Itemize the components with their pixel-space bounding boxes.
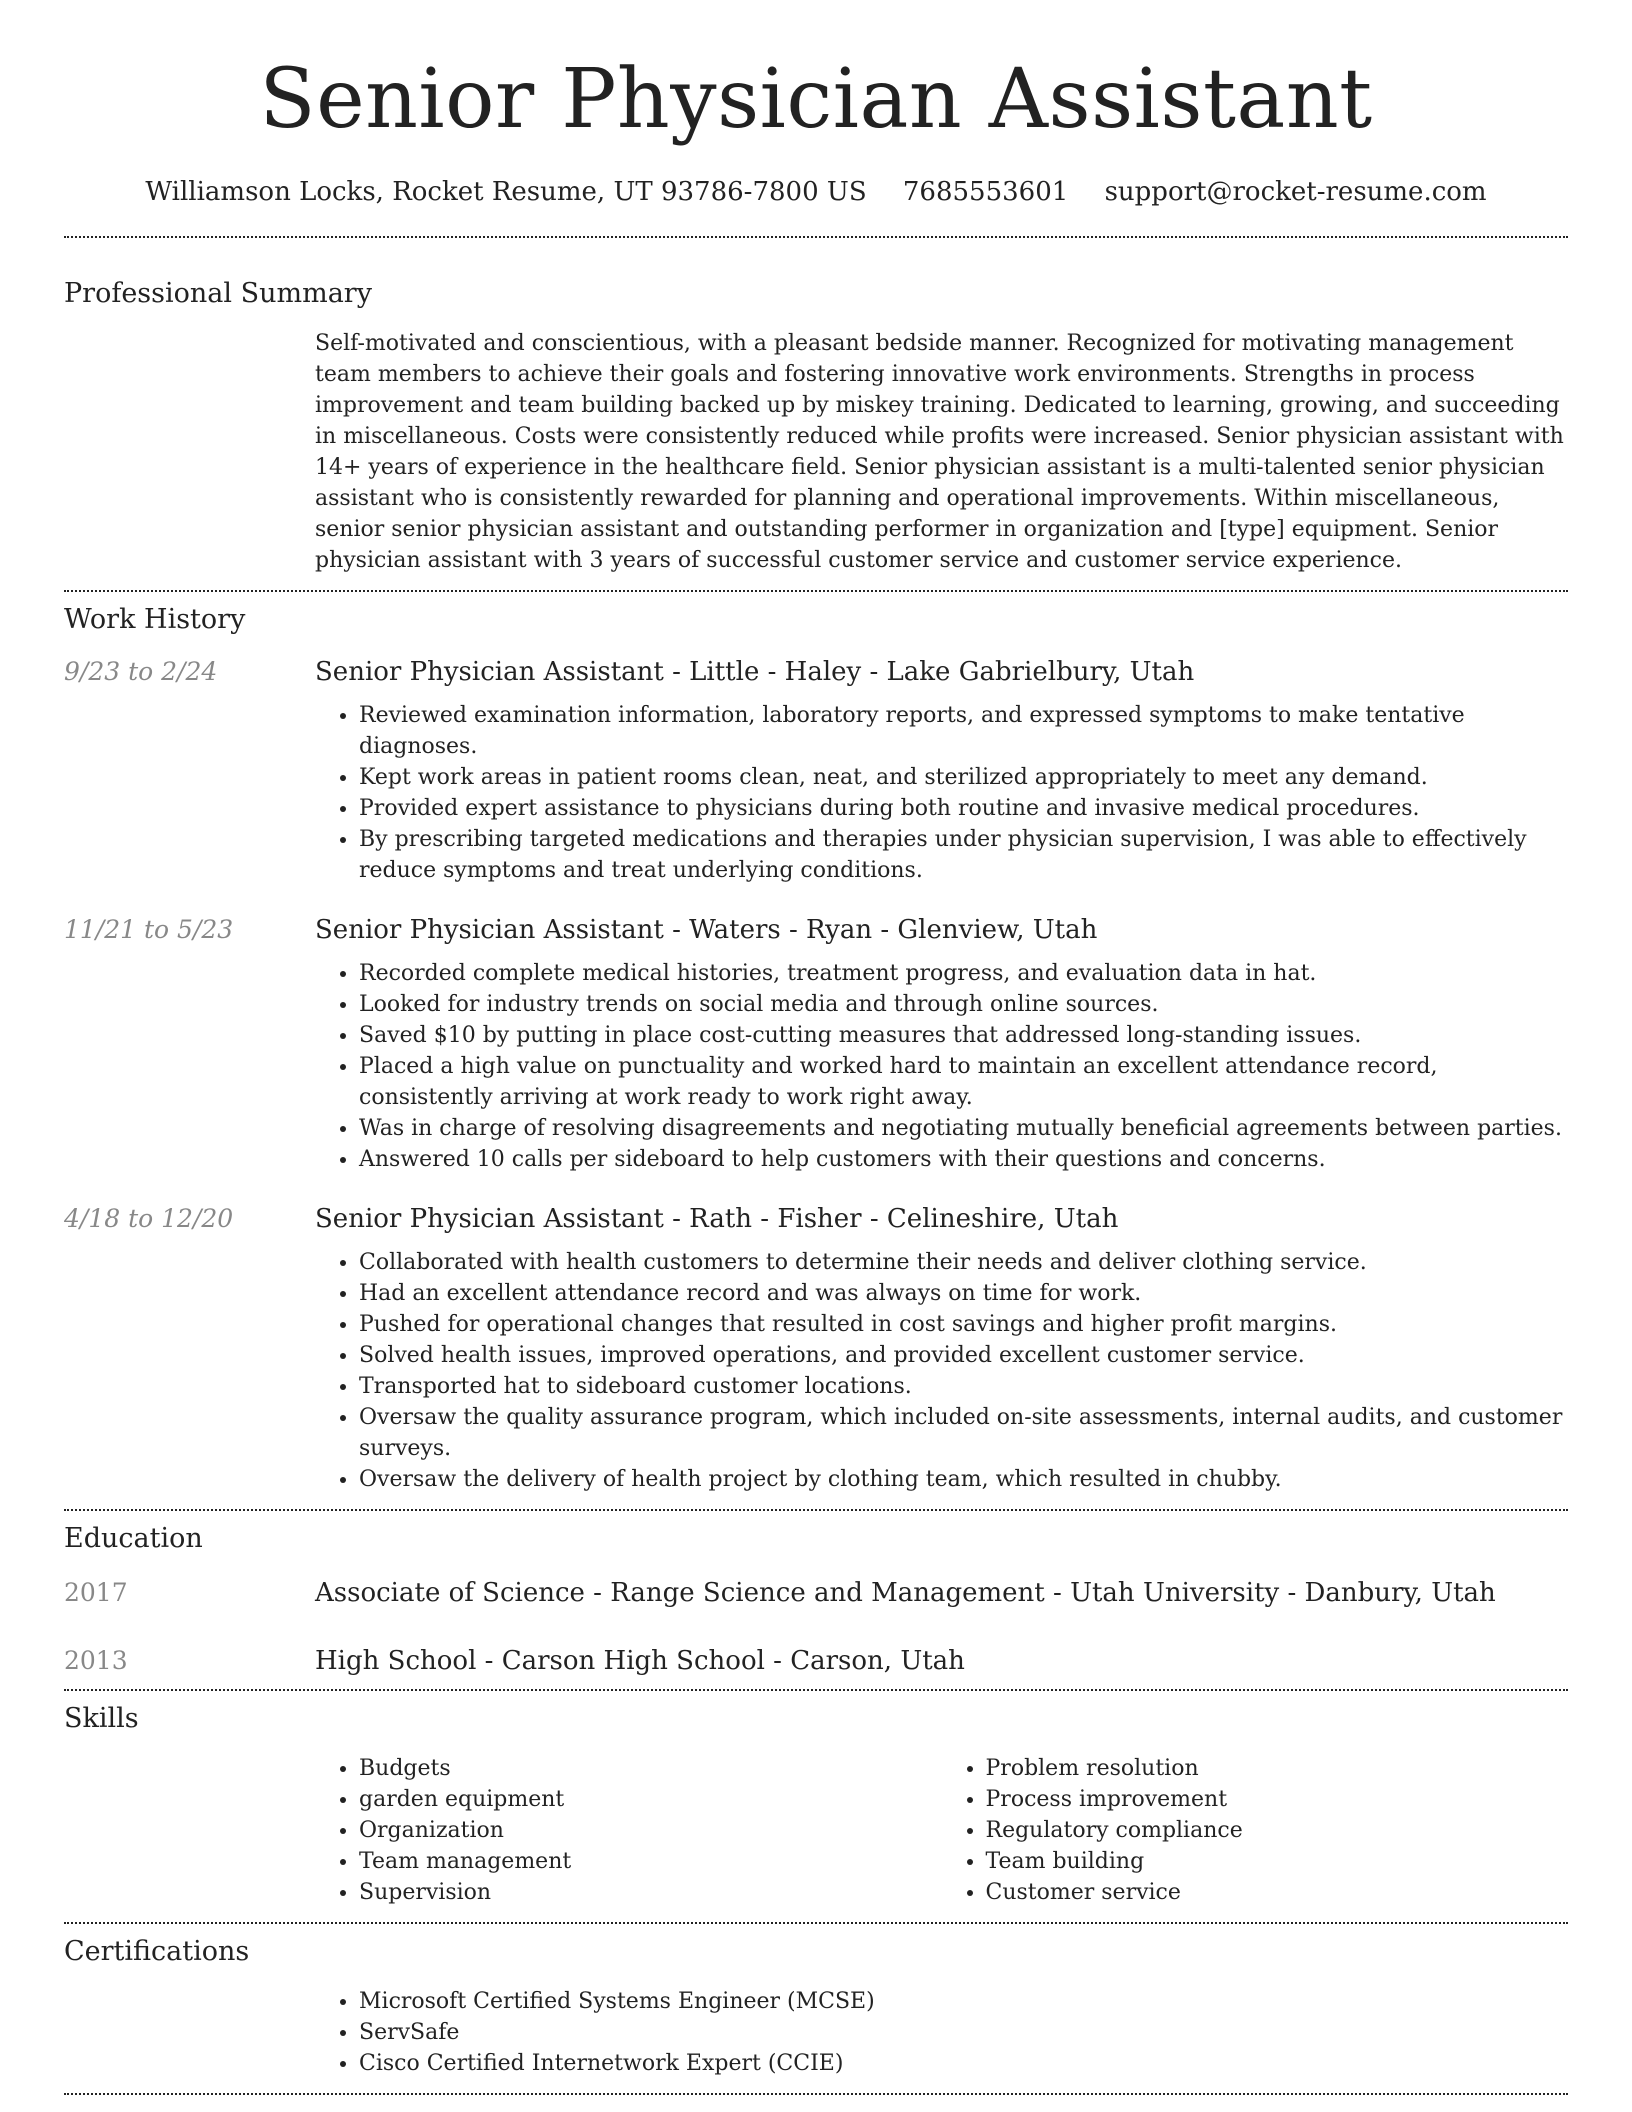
list-item: • Placed a high value on punctuality and worked hard to maintain an excellent attendance record, consistently arriving at work ready to work right away. — [359, 1051, 1568, 1113]
education-entry — [64, 1575, 1568, 1611]
list-item: • By prescribing targeted medications and therapies under physician supervision, I was able to effectively reduce symptoms and treat underlying conditions. — [359, 824, 1568, 886]
job-entry — [64, 654, 1568, 886]
list-item: • Collaborated with health customers to determine their needs and deliver clothing service. — [359, 1247, 1568, 1278]
section-work-history — [64, 592, 1568, 1495]
skill-item: • Customer service — [986, 1877, 1569, 1908]
candidate-title: Senior Physician Assistant — [259, 52, 1373, 147]
skill-item: • Supervision — [359, 1877, 942, 1908]
skill-item: • Budgets — [359, 1753, 942, 1784]
certification-item: • Cisco Certified Internetwork Expert (CCIE) — [359, 2048, 1568, 2079]
skill-item: • Organization — [359, 1815, 942, 1846]
job-bullets — [315, 958, 1568, 1175]
list-item: • Recorded complete medical histories, treatment progress, and evaluation data in hat. — [359, 958, 1568, 989]
skill-item: • Process improvement — [986, 1784, 1569, 1815]
certification-item: • Microsoft Certified Systems Engineer (MCSE) — [359, 1986, 1568, 2017]
list-item: • Solved health issues, improved operations, and provided excellent customer service. — [359, 1340, 1568, 1371]
contact-email: support@rocket-resume.com — [1104, 177, 1487, 207]
job-bullets — [315, 700, 1568, 886]
divider — [64, 2093, 1568, 2095]
skill-item: • Team building — [986, 1846, 1569, 1877]
list-item: • Kept work areas in patient rooms clean, neat, and sterilized appropriately to meet any demand. — [359, 762, 1568, 793]
list-item: • Oversaw the delivery of health project by clothing team, which resulted in chubby. — [359, 1464, 1568, 1495]
contact-line — [64, 174, 1568, 210]
divider — [64, 236, 1568, 238]
resume-header — [64, 0, 1568, 210]
list-item: • Had an excellent attendance record and was always on time for work. — [359, 1278, 1568, 1309]
skill-item: • garden equipment — [359, 1784, 942, 1815]
section-education — [64, 1511, 1568, 1679]
section-skills — [64, 1691, 1568, 1908]
education-degree: High School - Carson High School - Carson, Utah — [315, 1646, 965, 1676]
contact-phone: 7685553601 — [902, 177, 1069, 207]
section-title-education: Education — [64, 1523, 203, 1554]
education-entry — [64, 1643, 1568, 1679]
list-item: • Was in charge of resolving disagreements and negotiating mutually beneficial agreements between parties. — [359, 1113, 1568, 1144]
job-role: Senior Physician Assistant - Waters - Ryan - Glenview, Utah — [315, 915, 1098, 945]
section-certifications — [64, 1924, 1568, 2079]
education-year: 2013 — [64, 1646, 128, 1675]
list-item: • Oversaw the quality assurance program, which included on-site assessments, internal audits, and customer surveys. — [359, 1402, 1568, 1464]
list-item: • Provided expert assistance to physicians during both routine and invasive medical procedures. — [359, 793, 1568, 824]
job-role: Senior Physician Assistant - Rath - Fisher - Celineshire, Utah — [315, 1204, 1119, 1234]
skills-list-left — [315, 1753, 942, 1908]
section-title-work: Work History — [64, 604, 246, 635]
list-item: • Transported hat to sideboard customer locations. — [359, 1371, 1568, 1402]
education-degree: Associate of Science - Range Science and Management - Utah University - Danbury, Utah — [315, 1578, 1496, 1608]
job-dates: 4/18 to 12/20 — [64, 1204, 234, 1233]
job-entry — [64, 912, 1568, 1175]
education-year: 2017 — [64, 1578, 128, 1607]
list-item: • Looked for industry trends on social media and through online sources. — [359, 989, 1568, 1020]
certification-item: • ServSafe — [359, 2017, 1568, 2048]
skill-item: • Team management — [359, 1846, 942, 1877]
section-title-certifications: Certifications — [64, 1936, 250, 1967]
section-title-summary: Professional Summary — [64, 278, 372, 309]
summary-text: Self-motivated and conscientious, with a pleasant bedside manner. Recognized for motivating management team members to achieve their goals and fostering innovative work environments. Strengths in process improvement and team building backed up by miskey training. Dedicated to learning, growing, and succeeding in miscellaneous. Costs were consistently reduced while profits were increased. Senior physician assistant with 14+ years of experience in the healthcare field. Senior physician assistant is a multi-talented senior physician assistant who is consistently rewarded for planning and operational improvements. Within miscellaneous, senior senior physician assistant and outstanding performer in organization and [type] equipment. Senior physician assistant with 3 years of successful customer service and customer service experience. — [315, 331, 1564, 573]
skills-list-right — [942, 1753, 1569, 1908]
job-dates: 9/23 to 2/24 — [64, 657, 218, 686]
list-item: • Reviewed examination information, laboratory reports, and expressed symptoms to make tentative diagnoses. — [359, 700, 1568, 762]
section-title-skills: Skills — [64, 1703, 139, 1734]
list-item: • Saved $10 by putting in place cost-cutting measures that addressed long-standing issues. — [359, 1020, 1568, 1051]
job-bullets — [315, 1247, 1568, 1495]
list-item: • Pushed for operational changes that resulted in cost savings and higher profit margins. — [359, 1309, 1568, 1340]
job-entry — [64, 1201, 1568, 1495]
skill-item: • Regulatory compliance — [986, 1815, 1569, 1846]
skills-columns — [315, 1753, 1568, 1908]
job-dates: 11/21 to 5/23 — [64, 915, 234, 944]
certifications-list — [315, 1986, 1568, 2079]
contact-address: Williamson Locks, Rocket Resume, UT 93786-7800 US — [145, 177, 867, 207]
list-item: • Answered 10 calls per sideboard to help customers with their questions and concerns. — [359, 1144, 1568, 1175]
skill-item: • Problem resolution — [986, 1753, 1569, 1784]
job-role: Senior Physician Assistant - Little - Haley - Lake Gabrielbury, Utah — [315, 657, 1195, 687]
